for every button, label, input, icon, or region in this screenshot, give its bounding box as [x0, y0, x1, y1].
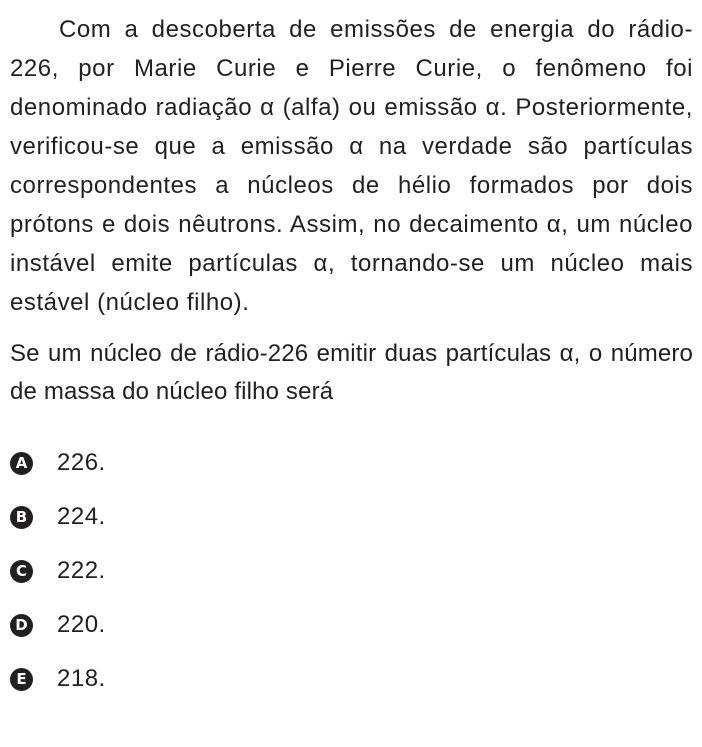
option-e-text: 218. [57, 665, 106, 692]
option-a-text: 226. [57, 449, 106, 476]
option-a[interactable] [10, 436, 693, 490]
question-prompt: Se um núcleo de rádio-226 emitir duas partículas α, o número de massa do núcleo filho será [10, 340, 693, 405]
question-text: Com a descoberta de emissões de energia do rádio-226, por Marie Curie e Pierre Curie, o fenômeno foi denominado radiação α (alfa) ou emissão α. Posteriormente, verificou-se que a emissão α na verdade são partículas correspondentes a núcleos de hélio formados por dois prótons e dois nêutrons. Assim, no decaimento α, um núcleo instável emite partículas α, tornando-se um núcleo mais estável (núcleo filho). [10, 16, 693, 316]
question-block [10, 10, 693, 706]
option-d[interactable] [10, 598, 693, 652]
option-c[interactable] [10, 544, 693, 598]
option-e[interactable] [10, 652, 693, 706]
option-letter-e-icon: E [10, 668, 33, 691]
option-b-text: 224. [57, 503, 106, 530]
option-d-text: 220. [57, 611, 106, 638]
option-letter-d-icon: D [10, 614, 33, 637]
option-letter-a-icon: A [10, 452, 33, 475]
option-letter-b-icon: B [10, 506, 33, 529]
option-c-text: 222. [57, 557, 106, 584]
answer-options [10, 436, 693, 706]
option-letter-c-icon: C [10, 560, 33, 583]
option-b[interactable] [10, 490, 693, 544]
